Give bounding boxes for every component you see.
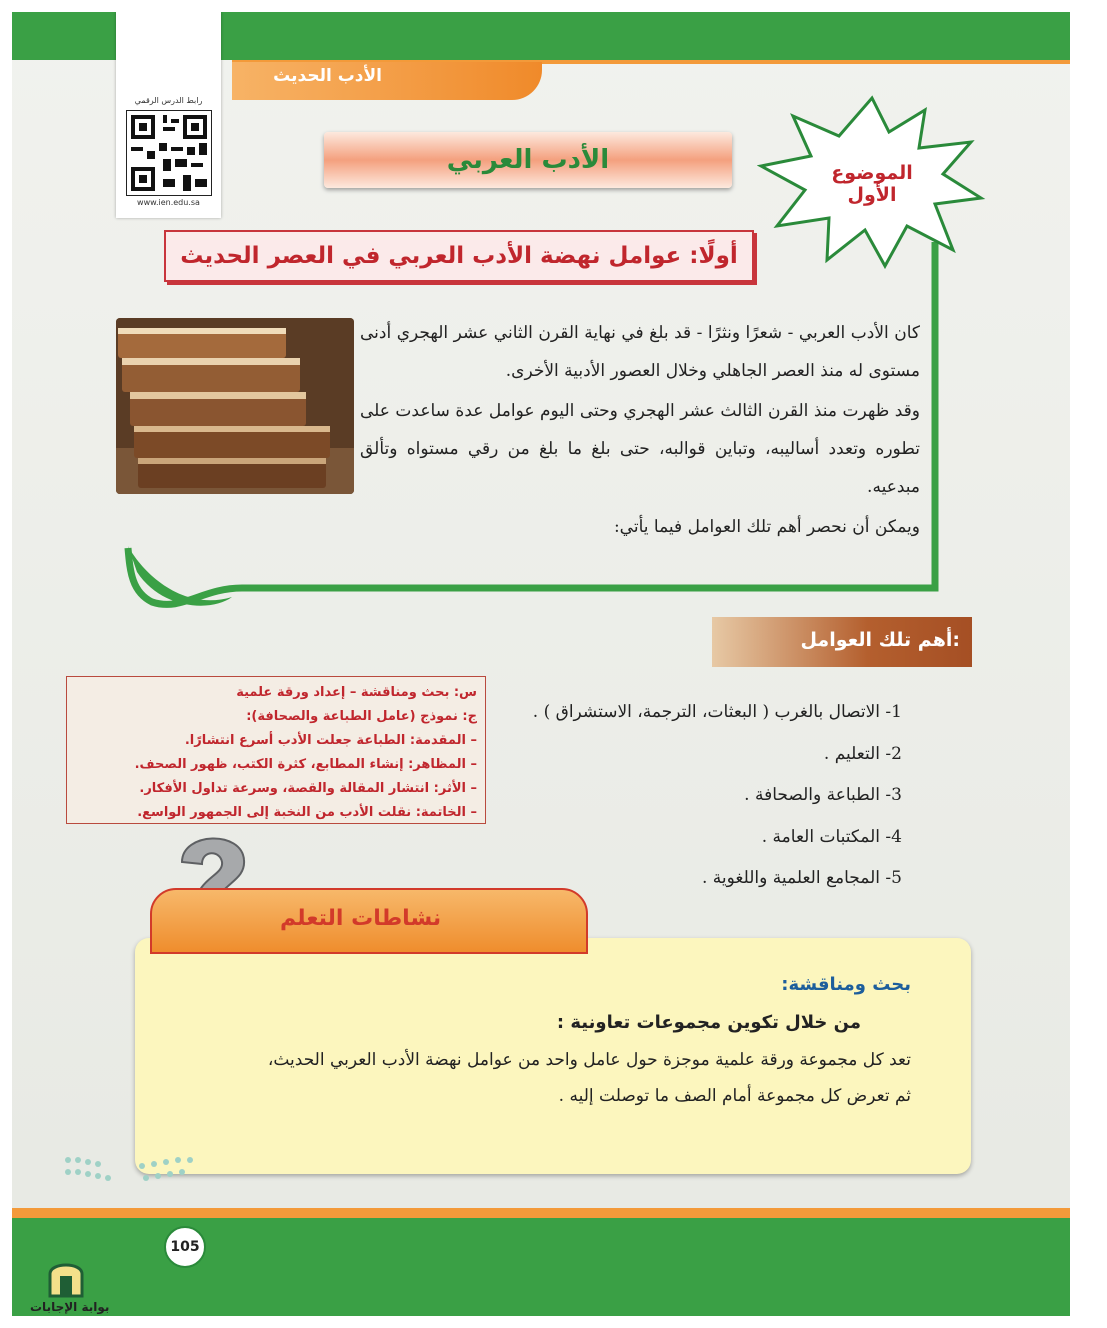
activities-banner-label: نشاطات التعلم <box>280 906 442 931</box>
page <box>12 12 1070 1316</box>
paragraph-1: كان الأدب العربي - شعرًا ونثرًا - قد بلغ في نهاية القرن الثاني عشر الهجري أدنى مستوى له منذ العصر الجاهلي وخلال العصور الأدبية الأخرى. <box>360 323 920 381</box>
activities-subheading: من خلال تكوين مجموعات تعاونية : <box>556 1012 861 1033</box>
list-item: 1- الاتصال بالغرب ( البعثات، الترجمة، الاستشراق ) . <box>532 702 902 722</box>
dots-decoration-icon <box>62 1154 202 1194</box>
answer-line: س: بحث ومناقشة – إعداد ورقة علمية <box>236 685 477 700</box>
subtitle: أولًا: عوامل نهضة الأدب العربي في العصر الحديث <box>180 243 738 269</box>
qr-label: رابط الدرس الرقمي <box>134 96 203 105</box>
section-tab-label: الأدب الحديث <box>273 66 382 86</box>
footer-strip <box>12 1208 1070 1218</box>
activities-line-1: تعد كل مجموعة ورقة علمية موجزة حول عامل واحد من عوامل نهضة الأدب العربي الحديث، <box>267 1050 911 1070</box>
paragraph-2: وقد ظهرت منذ القرن الثالث عشر الهجري وحتى اليوم عوامل عدة ساعدت على تطوره وتعدد أساليبه، وتباين قوالبه، حتى بلغ ما بلغ من رقي مستواه وتألق مبدعيه. <box>360 401 920 497</box>
list-item: 3- الطباعة والصحافة . <box>744 785 902 805</box>
list-item: 2- التعليم . <box>823 743 902 764</box>
books-image <box>116 318 354 494</box>
activities-line-2: ثم تعرض كل مجموعة أمام الصف ما توصلت إليه . <box>558 1086 911 1106</box>
factors-title: أهم تلك العوامل: <box>800 629 960 651</box>
footer-logo-text: بوابة الإجابات <box>30 1300 110 1314</box>
answer-box <box>66 676 486 824</box>
factors-header <box>712 617 972 667</box>
answer-line: – المقدمة: الطباعة جعلت الأدب أسرع انتشارًا. <box>184 733 477 748</box>
main-title: الأدب العربي <box>446 145 610 175</box>
answer-line: – المظاهر: إنشاء المطابع، كثرة الكتب، ظهور الصحف. <box>134 757 477 772</box>
activities-banner <box>150 888 588 954</box>
paragraph-3: ويمكن أن نحصر أهم تلك العوامل فيما يأتي: <box>613 517 920 537</box>
list-item: 5- المجامع العلمية واللغوية . <box>701 868 902 888</box>
subtitle-box <box>164 230 754 282</box>
activities-box <box>135 938 971 1174</box>
factors-list <box>482 702 902 910</box>
answer-line: ج: نموذج (عامل الطباعة والصحافة): <box>246 709 477 724</box>
topic-badge: الموضوع الأول <box>831 162 913 206</box>
list-item: 4- المكتبات العامة . <box>761 826 902 847</box>
activities-heading: بحث ومناقشة: <box>781 974 911 995</box>
qr-url[interactable]: www.ien.edu.sa <box>137 198 200 207</box>
answer-line: – الأثر: انتشار المقالة والقصة، وسرعة تداول الأفكار. <box>139 781 477 796</box>
page-number: 105 <box>164 1226 206 1268</box>
logo-icon <box>44 1256 88 1300</box>
answer-line: – الخاتمة: نقلت الأدب من النخبة إلى الجمهور الواسع. <box>137 805 477 820</box>
main-title-box <box>324 132 732 188</box>
